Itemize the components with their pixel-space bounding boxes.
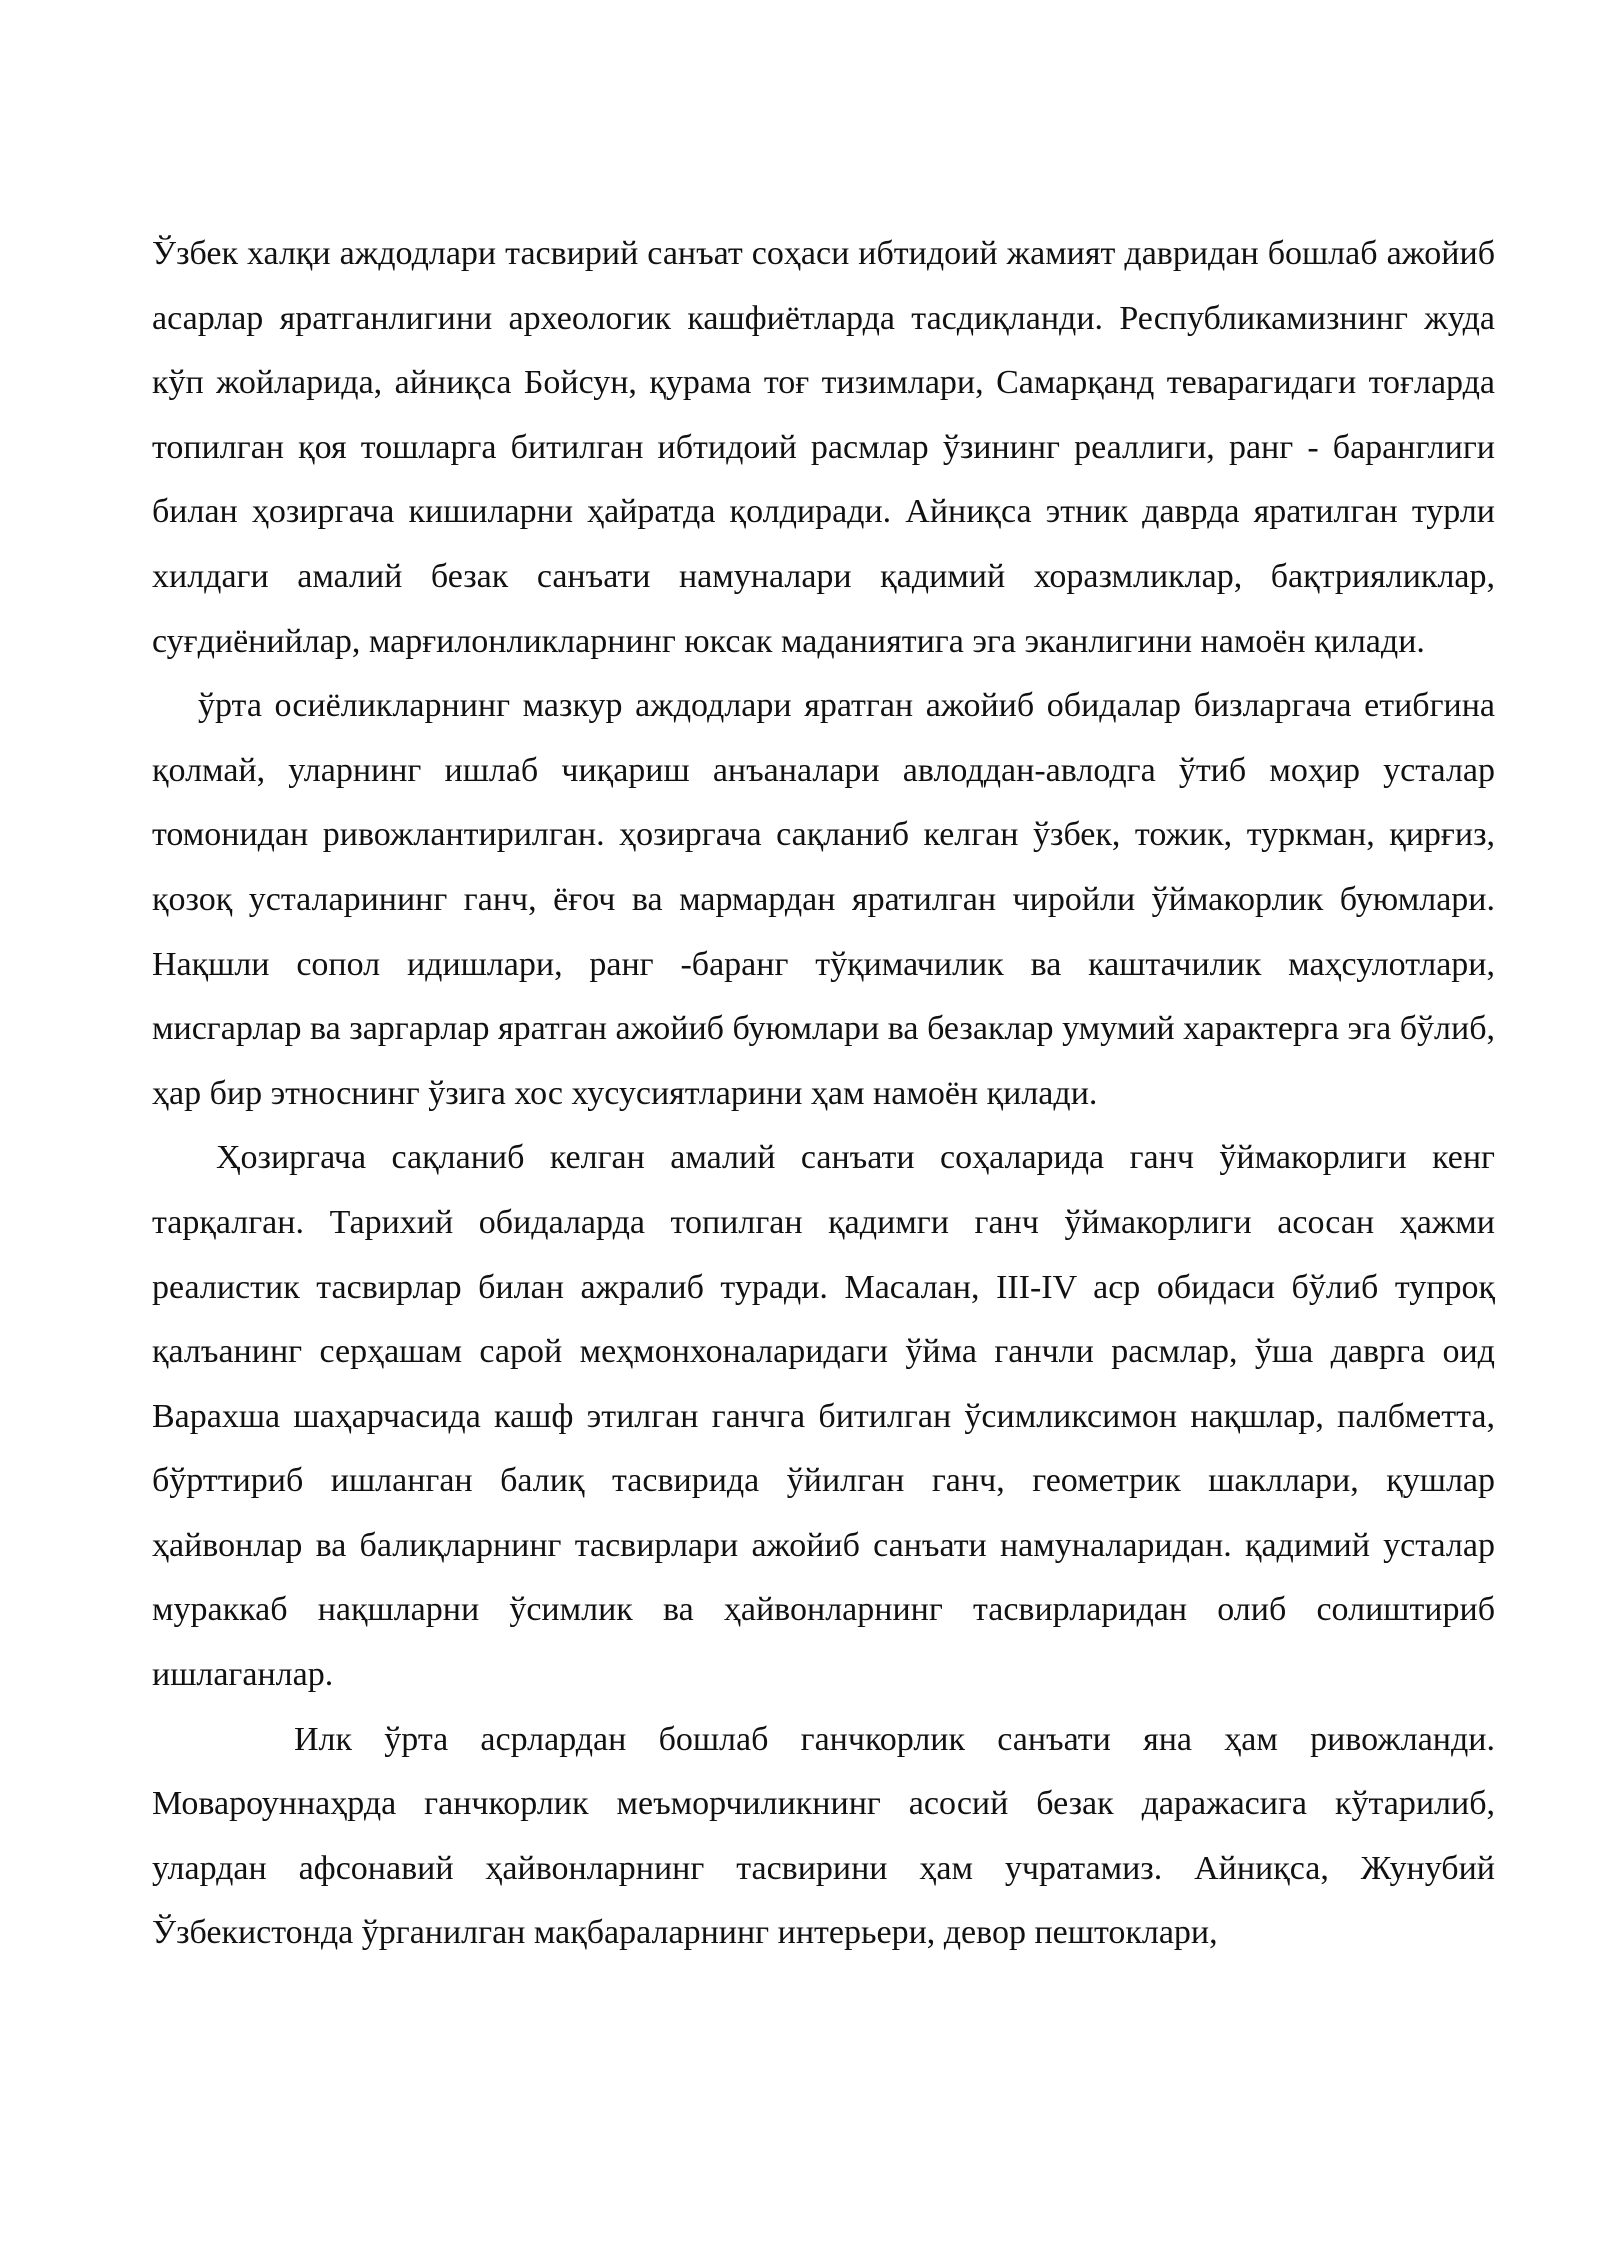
document-body — [152, 222, 1495, 1966]
paragraph-1: Ўзбек халқи аждодлари тасвирий санъат соҳаси ибтидоий жамият давридан бошлаб ажойиб асарлар яратганлигини археологик кашфиётларда тасдиқланди. Республикамизнинг жуда кўп жойларида, айниқса Бойсун, қурама тоғ тизимлари, Самарқанд теварагидаги тоғларда топилган қоя тошларга битилган ибтидоий расмлар ўзининг реаллиги, ранг - баранглиги билан ҳозиргача кишиларни ҳайратда қолдиради. Айниқса этник даврда яратилган турли хилдаги амалий безак санъати намуналари қадимий хоразмликлар, бақтрияликлар, суғдиёнийлар, марғилонликларнинг юксак маданиятига эга эканлигини намоён қилади. — [152, 235, 1495, 660]
paragraph-4: Илк ўрта асрлардан бошлаб ганчкорлик санъати яна ҳам ривожланди. Мовароуннаҳрда ганчкорлик меъморчиликнинг асосий безак даражасига кўтарилиб, улардан афсонавий ҳайвонларнинг тасвирини ҳам учратамиз. Айниқса, Жунубий Ўзбекистонда ўрганилган мақбараларнинг интерьери, девор пештоклари, — [152, 1720, 1495, 1952]
paragraph-3: Ҳозиргача сақланиб келган амалий санъати соҳаларида ганч ўймакорлиги кенг тарқалган. Тарихий обидаларда топилган қадимги ганч ўймакорлиги асосан ҳажми реалистик тасвирлар билан ажралиб туради. Масалан, III-IV аср обидаси бўлиб тупроқ қалъанинг серҳашам сарой меҳмонхоналаридаги ўйма ганчли расмлар, ўша даврга оид Варахша шаҳарчасида кашф этилган ганчга битилган ўсимликсимон нақшлар, палбметта, бўрттириб ишланган балиқ тасвирида ўйилган ганч, геометрик шакллари, қушлар ҳайвонлар ва балиқларнинг тасвирлари ажойиб санъати намуналаридан. қадимий усталар мураккаб нақшларни ўсимлик ва ҳайвонларнинг тасвирларидан олиб солиштириб ишлаганлар. — [152, 1139, 1495, 1694]
paragraph-2: ўрта осиёликларнинг мазкур аждодлари яратган ажойиб обидалар бизларгача етибгина қолмай, уларнинг ишлаб чиқариш анъаналари авлоддан-авлодга ўтиб моҳир усталар томонидан ривожлантирилган. ҳозиргача сақланиб келган ўзбек, тожик, туркман, қирғиз, қозоқ усталарининг ганч, ёғоч ва мармардан яратилган чиройли ўймакорлик буюмлари. Нақшли сопол идишлари, ранг -баранг тўқимачилик ва каштачилик маҳсулотлари, мисгарлар ва заргарлар яратган ажойиб буюмлари ва безаклар умумий характерга эга бўлиб, ҳар бир этноснинг ўзига хос хусусиятларини ҳам намоён қилади. — [152, 687, 1495, 1112]
